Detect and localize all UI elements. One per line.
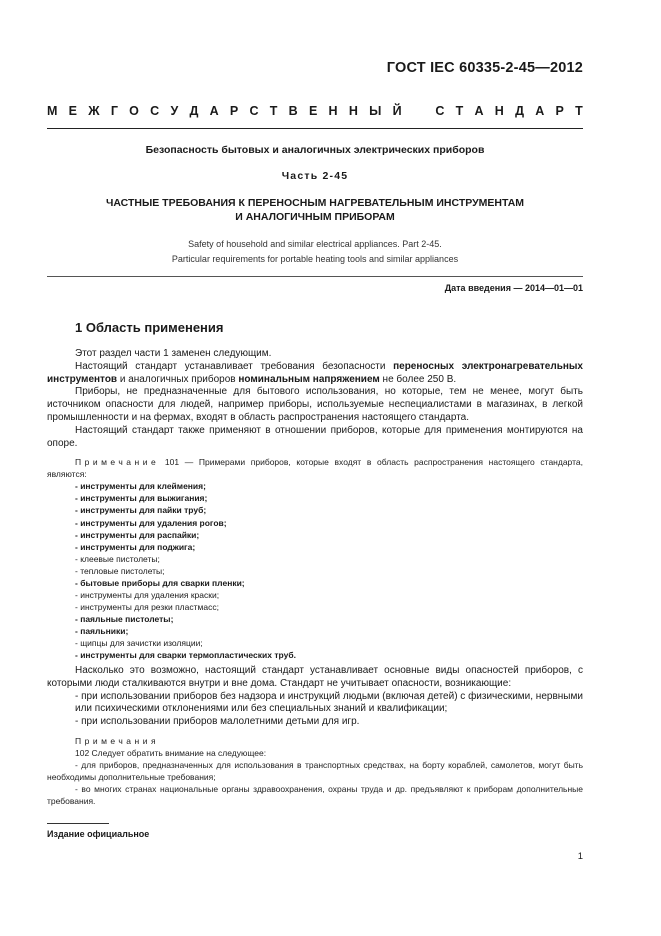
banner-letter: Е bbox=[68, 104, 78, 118]
standard-number: ГОСТ IEC 60335-2-45—2012 bbox=[386, 60, 583, 76]
banner-letter: Р bbox=[229, 104, 239, 118]
text-run: и аналогичных приборов bbox=[117, 373, 239, 385]
banner-letter: Ж bbox=[88, 104, 100, 118]
main-title bbox=[47, 196, 583, 224]
list-item: - бытовые приборы для сварки пленки; bbox=[75, 577, 245, 588]
main-title-line-1: ЧАСТНЫЕ ТРЕБОВАНИЯ К ПЕРЕНОСНЫМ НАГРЕВАТЕЛЬНЫМ ИНСТРУМЕНТАМ bbox=[105, 197, 525, 209]
note-102-item: - во многих странах национальные органы здравоохранения, охраны труда и др. предъявляют к приборам дополнительные требования. bbox=[47, 784, 583, 807]
header-divider bbox=[47, 128, 583, 129]
notes-label bbox=[47, 735, 583, 747]
edition-label: Издание официальное bbox=[47, 829, 150, 839]
term: переносных электронагревательных инструментов bbox=[47, 360, 583, 385]
term: номинальным напряжением bbox=[238, 373, 380, 385]
list-item: - инструменты для распайки; bbox=[75, 529, 200, 540]
part-number: Часть 2-45 bbox=[281, 170, 349, 182]
banner-letter: Е bbox=[308, 104, 318, 118]
banner-letter: А bbox=[209, 104, 219, 118]
hazard-exclusions-list bbox=[47, 691, 583, 729]
note-text: 101 — Примерами приборов, которые входят в область распространения настоящего стандарта, являются: bbox=[47, 457, 583, 480]
banner-letter: Н bbox=[348, 104, 358, 118]
english-title bbox=[47, 237, 583, 266]
note-102: 102 Следует обратить внимание на следующее: bbox=[75, 748, 267, 759]
list-item: - инструменты для сварки термопластических труб. bbox=[75, 650, 296, 661]
section-heading: 1 Область применения bbox=[75, 320, 224, 335]
banner-letter: С bbox=[249, 104, 259, 118]
list-item: - щипцы для зачистки изоляции; bbox=[75, 637, 203, 648]
list-item: - тепловые пистолеты; bbox=[75, 565, 165, 576]
banner-letter: Д bbox=[515, 104, 524, 118]
section-body bbox=[47, 348, 583, 807]
list-item: - инструменты для поджига; bbox=[75, 541, 196, 552]
note-label: Примечание bbox=[75, 457, 160, 468]
banner-letter: Й bbox=[392, 104, 402, 118]
list-item: - при использовании приборов малолетними детьми для игр. bbox=[75, 716, 360, 728]
banner-letter: У bbox=[170, 104, 179, 118]
list-item: - инструменты для удаления краски; bbox=[75, 589, 220, 600]
example-devices-list bbox=[47, 480, 583, 661]
footer-rule bbox=[47, 823, 109, 824]
banner-letter: С bbox=[435, 104, 445, 118]
paragraph: Приборы, не предназначенные для бытового использования, но которые, тем не менее, могут быть источником опасности для людей, например приборы, используемые неспециалистами в магазинах, в легкой промышленности и на фермах, входят в область распространения настоящего стандарта. bbox=[47, 386, 583, 423]
text-run: Настоящий стандарт устанавливает требования безопасности bbox=[75, 360, 394, 372]
text-run: не более 250 В. bbox=[379, 373, 457, 385]
paragraph: Настоящий стандарт также применяют в отношении приборов, которые для применения монтируются на опоре. bbox=[47, 424, 583, 449]
list-item: - инструменты для клеймения; bbox=[75, 481, 206, 492]
banner-letter: Н bbox=[494, 104, 504, 118]
banner-letter: Д bbox=[189, 104, 199, 118]
paragraph: Насколько это возможно, настоящий стандарт устанавливает основные виды опасностей приборов, с которыми люди сталкиваются внутри и вне дома. Стандарт не учитывает опасности, возникающие: bbox=[47, 665, 583, 689]
list-item: - инструменты для удаления рогов; bbox=[75, 517, 227, 528]
introduction-date: Дата введения — 2014—01—01 bbox=[444, 283, 583, 293]
interstate-standard-banner bbox=[47, 104, 583, 118]
banner-letter: М bbox=[47, 104, 58, 118]
note-102-item: - для приборов, предназначенных для использования в транспортных средствах, на борту кораблей, самолетов, могут быть необходимы дополнительные требования; bbox=[47, 760, 583, 783]
paragraph bbox=[47, 361, 583, 387]
banner-letter: Г bbox=[110, 104, 118, 118]
banner-letter: Т bbox=[455, 104, 464, 118]
banner-letter: Т bbox=[269, 104, 278, 118]
list-item: - паяльные пистолеты; bbox=[75, 613, 174, 624]
list-item: - клеевые пистолеты; bbox=[75, 553, 160, 564]
date-divider bbox=[47, 276, 583, 277]
banner-letter: О bbox=[129, 104, 139, 118]
list-item: - инструменты для резки пластмасс; bbox=[75, 601, 219, 612]
list-item: - инструменты для пайки труб; bbox=[75, 505, 207, 516]
title-line: Безопасность бытовых и аналогичных электрических приборов bbox=[145, 144, 485, 156]
banner-letter: А bbox=[535, 104, 545, 118]
note-101 bbox=[47, 456, 583, 480]
banner-letter: С bbox=[150, 104, 160, 118]
paragraph: Этот раздел части 1 заменен следующим. bbox=[75, 348, 272, 359]
list-item: - инструменты для выжигания; bbox=[75, 493, 208, 504]
english-title-line-1: Safety of household and similar electrical appliances. Part 2-45. bbox=[188, 239, 442, 249]
banner-letter: А bbox=[474, 104, 484, 118]
english-title-line-2: Particular requirements for portable heating tools and similar appliances bbox=[171, 253, 459, 264]
banner-letter: Ы bbox=[369, 104, 382, 118]
banner-letter: Н bbox=[328, 104, 338, 118]
main-title-line-2: И АНАЛОГИЧНЫМ ПРИБОРАМ bbox=[235, 211, 395, 223]
banner-letter: Р bbox=[555, 104, 564, 118]
banner-letter: Т bbox=[575, 104, 583, 118]
page-number: 1 bbox=[577, 851, 583, 862]
list-item: - при использовании приборов без надзора и инструкций людьми (включая детей) с физическими, нервными или психическими отклонениями или без специальных знаний и квалификации; bbox=[75, 690, 583, 715]
banner-letter: В bbox=[288, 104, 298, 118]
note-label: Примечания bbox=[75, 736, 160, 747]
list-item: - паяльники; bbox=[75, 625, 129, 636]
